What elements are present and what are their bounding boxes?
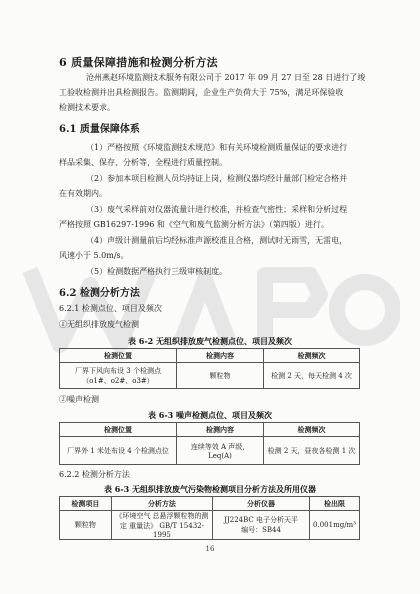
table-header: 检测位置 — [60, 423, 177, 437]
table-6-3-methods-caption: 表 6-3 无组织排放废气污染物检测项目分析方法及所用仪器 — [103, 484, 317, 494]
table-cell: 检测 2 天，昼夜各检测 1 次 — [264, 437, 360, 465]
table-header: 检测内容 — [177, 423, 264, 437]
table-cell: 颗粒物 — [60, 511, 112, 540]
table-header: 分析仪器 — [213, 497, 310, 511]
para-3-line-2: 严格按照 GB16297-1996 和《空气和废气监测分析方法》（第四版）进行。 — [59, 220, 329, 229]
section-6-1-heading: 6.1 质量保障体系 — [59, 124, 140, 135]
table-6-3-noise-caption: 表 6-3 噪声检测点位、项目及频次 — [147, 410, 273, 420]
para-4-line-2: 风速小于 5.0m/s。 — [59, 251, 129, 260]
para-1-line-1: （1）严格按照《环境监测技术规范》和有关环境检测质量保证的要求进行 — [86, 143, 348, 152]
table-header: 检测位置 — [60, 349, 177, 363]
table-cell: 检测 2 天，每天检测 4 次 — [264, 363, 360, 389]
para-1-line-2: 样品采集、保存、分析等，全程进行质量控制。 — [59, 158, 227, 167]
page-number: 16 — [205, 545, 215, 553]
table-header: 检测频次 — [264, 423, 360, 437]
table-cell: 厂界下风向布设 3 个检测点（o1#、o2#、o3#） — [60, 363, 177, 389]
table-row — [60, 437, 360, 465]
intro-line-3: 检测技术要求。 — [59, 103, 115, 112]
para-2-line-1: （2）参加本项目检测人员均持证上岗，检测仪器均经计量部门检定合格并 — [86, 174, 348, 183]
table-cell — [177, 437, 264, 465]
table-cell — [213, 511, 310, 540]
intro-line-2: 工验收检测并出具检测报告。监测期间，企业生产负荷大于 75%，满足环保验收 — [59, 88, 344, 97]
subsection-6-2-2: 6.2.2 检测分析方法 — [59, 470, 130, 479]
table-cell — [111, 511, 212, 540]
para-2-line-2: 在有效期内。 — [59, 189, 107, 198]
table-row — [60, 511, 360, 540]
intro-line-1: 沧州燕赵环境监测技术服务有限公司于 2017 年 09 月 27 日至 28 日进行了竣 — [86, 73, 366, 82]
para-4-line-1: （4）声级计测量前后均经标准声源校准且合格，测试时无雨雪，无雷电， — [86, 236, 348, 245]
table-header: 检测频次 — [264, 349, 360, 363]
table-6-3-methods — [59, 496, 360, 540]
table-header: 检出限 — [310, 497, 360, 511]
table-cell: 0.001mg/m³ — [310, 511, 360, 540]
table-cell: 颗粒物 — [177, 363, 264, 389]
cell-line: Leq(A) — [208, 451, 232, 460]
table-6-3-noise — [59, 422, 360, 465]
table-row — [60, 363, 360, 389]
cell-line: JJ224BC 电子分析天平 — [224, 516, 298, 524]
table-header: 检测项目 — [60, 497, 112, 511]
cell-line: 编号：SB44 — [241, 526, 281, 534]
para-5-line-1: （5）检测数据严格执行三级审核制度。 — [86, 267, 228, 276]
sub-heading-noise: ②噪声检测 — [59, 395, 99, 404]
cell-line: 连续等效 A 声级， — [190, 442, 250, 451]
subsection-6-2-1: 6.2.1 检测点位、项目及频次 — [59, 304, 162, 313]
section-6-2-heading: 6.2 检测分析方法 — [59, 288, 140, 299]
sub-heading-fugitive-gas: ①无组织排放废气检测 — [59, 320, 139, 329]
table-cell: 厂界外 1 米处布设 4 个检测点位 — [60, 437, 177, 465]
section-6-heading: 6 质量保障措施和检测分析方法 — [59, 56, 218, 69]
cell-line: 《环境空气 总悬浮颗粒物的测 — [115, 512, 209, 520]
table-header: 检测内容 — [177, 349, 264, 363]
table-header: 分析方法 — [111, 497, 212, 511]
cell-line: 定 重量法》 GB/T 15432-1995 — [119, 522, 204, 539]
table-6-2-caption: 表 6-2 无组织排放废气检测点位、项目及频次 — [127, 336, 293, 346]
table-6-2 — [59, 348, 360, 389]
para-3-line-1: （3）废气采样前对仪器流量计进行校准，并检查气密性；采样和分析过程 — [86, 205, 348, 214]
